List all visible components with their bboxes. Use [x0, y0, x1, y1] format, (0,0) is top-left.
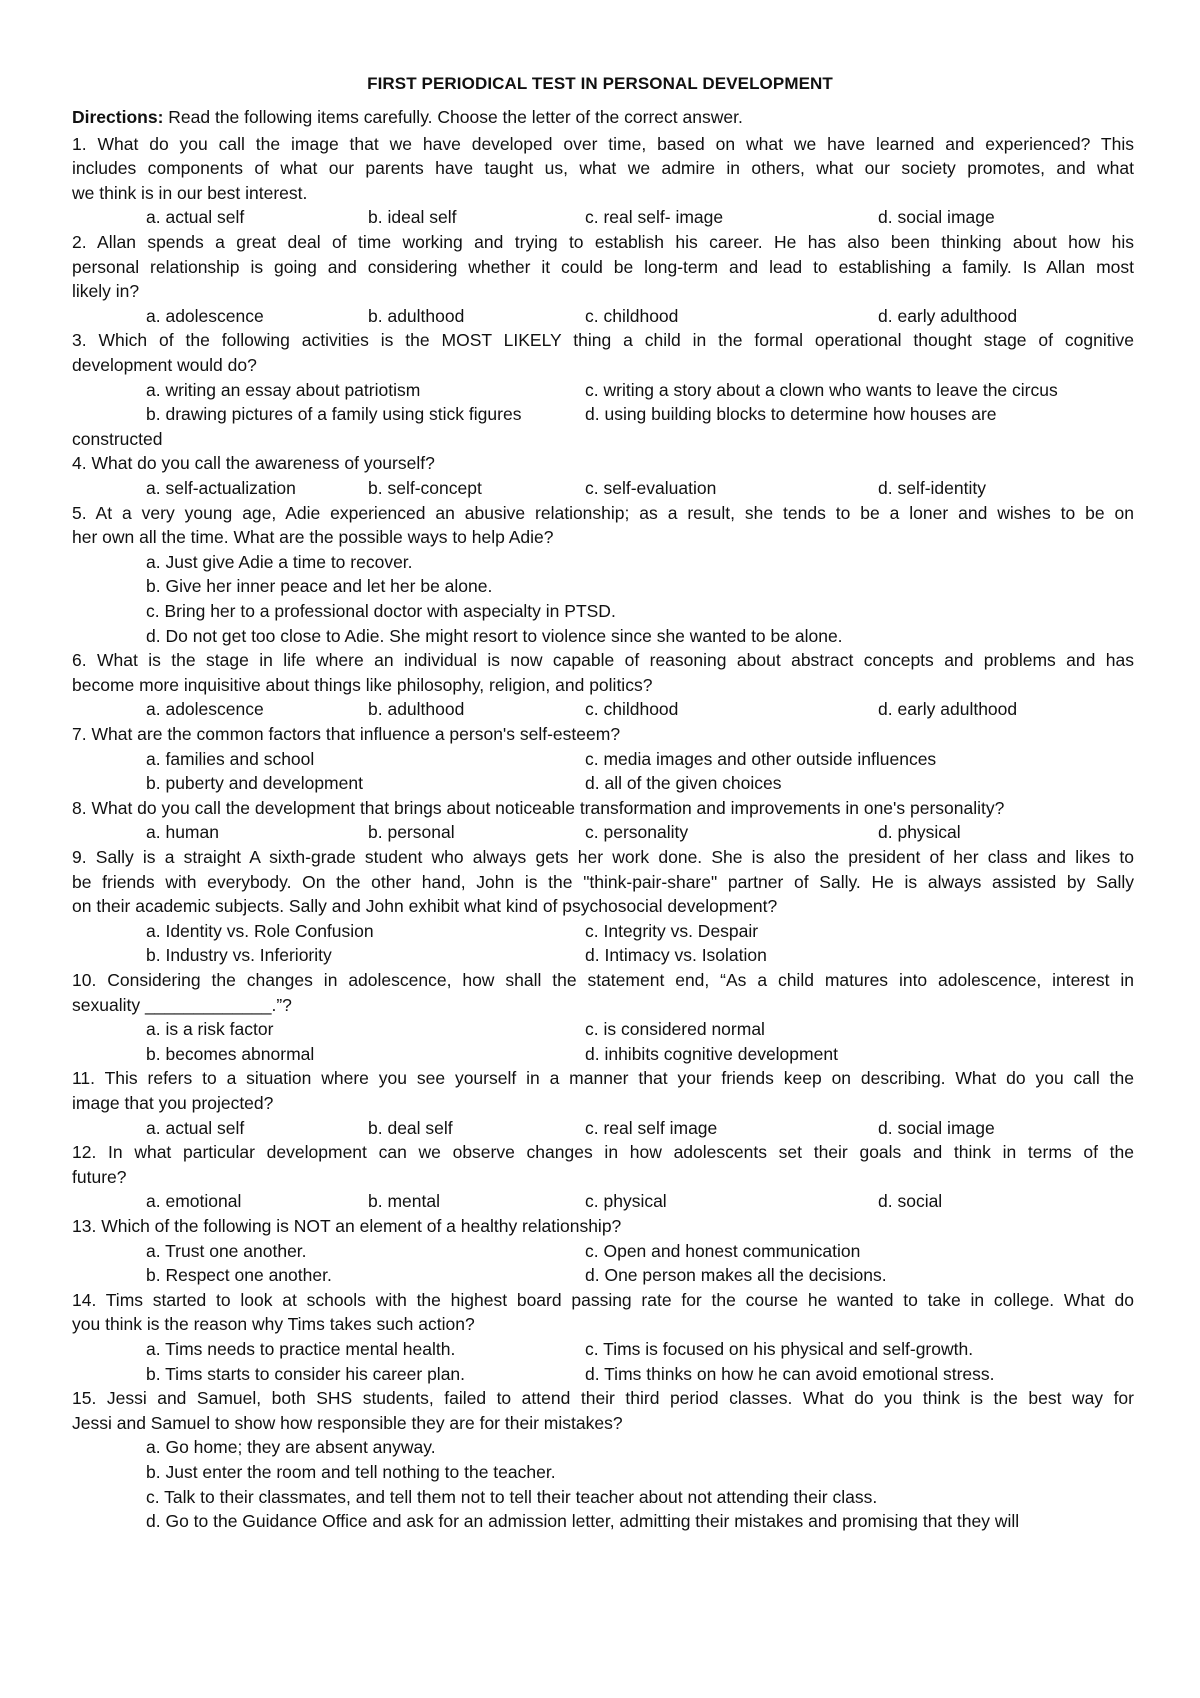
question-9-choice: d. Intimacy vs. Isolation: [585, 945, 767, 966]
question-3-choice: d. using building blocks to determine how houses are: [585, 404, 997, 425]
question-14-stem-line: you think is the reason why Tims takes such action?: [72, 1314, 475, 1335]
question-3-choice: b. drawing pictures of a family using stick figures: [146, 404, 522, 425]
question-10-stem-line: 10. Considering the changes in adolescence, how shall the statement end, “As a child matures into adolescence, interest in: [72, 970, 1134, 990]
question-4-choice: d. self-identity: [878, 478, 986, 498]
question-11-choice: b. deal self: [368, 1117, 453, 1138]
question-5-choice: c. Bring her to a professional doctor with aspecialty in PTSD.: [146, 601, 616, 621]
question-2-choice: d. early adulthood: [878, 305, 1018, 326]
question-14-choice: c. Tims is focused on his physical and self-growth.: [585, 1339, 974, 1359]
question-1-stem-line: includes components of what our parents have taught us, what we admire in others, what our society promotes, and what: [72, 158, 1134, 179]
question-9-stem-line: on their academic subjects. Sally and John exhibit what kind of psychosocial development?: [72, 896, 778, 917]
question-2-choice: c. childhood: [585, 305, 679, 326]
question-7-choice: c. media images and other outside influences: [585, 748, 937, 769]
question-10-choice: b. becomes abnormal: [146, 1043, 315, 1064]
question-15-choice: a. Go home; they are absent anyway.: [146, 1437, 436, 1458]
question-14-choice: b. Tims starts to consider his career plan.: [146, 1363, 466, 1384]
question-6-choice: b. adulthood: [368, 699, 465, 720]
question-9-choice: a. Identity vs. Role Confusion: [146, 920, 374, 941]
question-11-stem-line: 11. This refers to a situation where you see yourself in a manner that your friends keep on describing. What do you call the: [72, 1068, 1134, 1089]
question-5-choice: b. Give her inner peace and let her be alone.: [146, 576, 493, 597]
question-14-choice: d. Tims thinks on how he can avoid emotional stress.: [585, 1363, 995, 1384]
question-1-stem-line: we think is in our best interest.: [72, 182, 308, 203]
question-1-choice: d. social image: [878, 207, 995, 228]
question-3-choice-continued: constructed: [72, 428, 163, 449]
question-3-choice: c. writing a story about a clown who wants to leave the circus: [585, 379, 1058, 400]
question-8-choice: a. human: [146, 822, 219, 843]
question-6-choice: d. early adulthood: [878, 699, 1018, 720]
question-5-stem-line: 5. At a very young age, Adie experienced an abusive relationship; as a result, she tends to be a loner and wishes to be on: [72, 502, 1134, 523]
question-7-stem-line: 7. What are the common factors that influence a person's self-esteem?: [72, 724, 621, 744]
question-1-stem-line: 1. What do you call the image that we have developed over time, based on what we have learned and experienced? This: [72, 133, 1134, 154]
question-9-choice: b. Industry vs. Inferiority: [146, 945, 332, 966]
question-14-choice: a. Tims needs to practice mental health.: [146, 1339, 456, 1359]
question-12-choice: a. emotional: [146, 1191, 242, 1212]
question-11-choice: a. actual self: [146, 1117, 245, 1138]
question-7-choice: b. puberty and development: [146, 773, 363, 794]
page-title: FIRST PERIODICAL TEST IN PERSONAL DEVELOPMENT: [367, 74, 833, 93]
question-15-stem-line: 15. Jessi and Samuel, both SHS students, failed to attend their third period classes. What do you think is the best way for: [72, 1388, 1134, 1409]
question-7-choice: a. families and school: [146, 748, 315, 769]
question-6-choice: a. adolescence: [146, 699, 264, 720]
question-12-stem-line: 12. In what particular development can we observe changes in how adolescents set their goals and think in terms of the: [72, 1142, 1134, 1163]
question-4-stem-line: 4. What do you call the awareness of yourself?: [72, 453, 435, 474]
question-6-choice: c. childhood: [585, 699, 679, 720]
question-8-stem-line: 8. What do you call the development that brings about noticeable transformation and improvements in one's personality?: [72, 797, 1005, 818]
question-5-stem-line: her own all the time. What are the possible ways to help Adie?: [72, 527, 554, 548]
question-11-stem-line: image that you projected?: [72, 1093, 274, 1113]
question-4-choice: b. self-concept: [368, 478, 482, 498]
question-13-choice: b. Respect one another.: [146, 1265, 332, 1286]
question-3-choice: a. writing an essay about patriotism: [146, 379, 421, 400]
question-12-choice: c. physical: [585, 1191, 667, 1212]
question-8-choice: c. personality: [585, 822, 689, 843]
question-13-choice: a. Trust one another.: [146, 1240, 307, 1261]
question-4-choice: a. self-actualization: [146, 478, 296, 498]
question-9-stem-line: be friends with everybody. On the other hand, John is the "think-pair-share" partner of Sally. He is always assisted by Sally: [72, 871, 1134, 892]
question-10-choice: d. inhibits cognitive development: [585, 1043, 838, 1064]
question-13-choice: d. One person makes all the decisions.: [585, 1265, 887, 1286]
question-5-choice: a. Just give Adie a time to recover.: [146, 551, 413, 572]
question-3-stem-line: 3. Which of the following activities is the MOST LIKELY thing a child in the formal operational thought stage of cognitive: [72, 330, 1134, 351]
question-15-choice: b. Just enter the room and tell nothing to the teacher.: [146, 1462, 556, 1482]
question-13-stem-line: 13. Which of the following is NOT an element of a healthy relationship?: [72, 1216, 622, 1236]
question-12-choice: d. social: [878, 1191, 943, 1212]
question-12-stem-line: future?: [72, 1166, 127, 1187]
question-10-choice: c. is considered normal: [585, 1019, 765, 1040]
question-2-choice: a. adolescence: [146, 305, 264, 326]
question-10-choice: a. is a risk factor: [146, 1019, 274, 1040]
question-9-choice: c. Integrity vs. Despair: [585, 920, 759, 941]
question-6-stem-line: 6. What is the stage in life where an individual is now capable of reasoning about abstract concepts and problems and has: [72, 650, 1134, 671]
question-2-stem-line: 2. Allan spends a great deal of time working and trying to establish his career. He has also been thinking about how his: [72, 232, 1134, 252]
question-5-choice: d. Do not get too close to Adie. She might resort to violence since she wanted to be alone.: [146, 625, 843, 646]
directions: [72, 106, 743, 128]
question-11-choice: d. social image: [878, 1117, 995, 1138]
question-10-stem-line: sexuality _____________.”?: [72, 994, 292, 1015]
question-2-choice: b. adulthood: [368, 305, 465, 326]
question-1-choice: a. actual self: [146, 207, 245, 228]
question-1-choice: c. real self- image: [585, 207, 724, 228]
question-2-stem-line: likely in?: [72, 281, 140, 302]
question-15-choice: d. Go to the Guidance Office and ask for an admission letter, admitting their mistakes and promising that they will: [146, 1511, 1020, 1532]
question-8-choice: d. physical: [878, 822, 961, 843]
question-2-stem-line: personal relationship is going and considering whether it could be long-term and lead to establishing a family. Is Allan most: [72, 256, 1134, 277]
question-11-choice: c. real self image: [585, 1117, 718, 1138]
question-6-stem-line: become more inquisitive about things like philosophy, religion, and politics?: [72, 674, 653, 695]
question-4-choice: c. self-evaluation: [585, 478, 717, 498]
question-7-choice: d. all of the given choices: [585, 773, 782, 794]
question-15-choice: c. Talk to their classmates, and tell them not to tell their teacher about not attending their class.: [146, 1486, 878, 1507]
question-12-choice: b. mental: [368, 1191, 440, 1212]
question-13-choice: c. Open and honest communication: [585, 1240, 861, 1261]
question-9-stem-line: 9. Sally is a straight A sixth-grade student who always gets her work done. She is also the president of her class and likes to: [72, 847, 1134, 867]
question-14-stem-line: 14. Tims started to look at schools with the highest board passing rate for the course he wanted to take in college. What do: [72, 1289, 1134, 1310]
question-15-stem-line: Jessi and Samuel to show how responsible they are for their mistakes?: [72, 1412, 623, 1433]
question-1-choice: b. ideal self: [368, 207, 457, 228]
question-3-stem-line: development would do?: [72, 355, 257, 375]
directions-label: Directions:: [72, 107, 164, 127]
question-8-choice: b. personal: [368, 822, 455, 843]
directions-text: Read the following items carefully. Choose the letter of the correct answer.: [163, 107, 743, 127]
